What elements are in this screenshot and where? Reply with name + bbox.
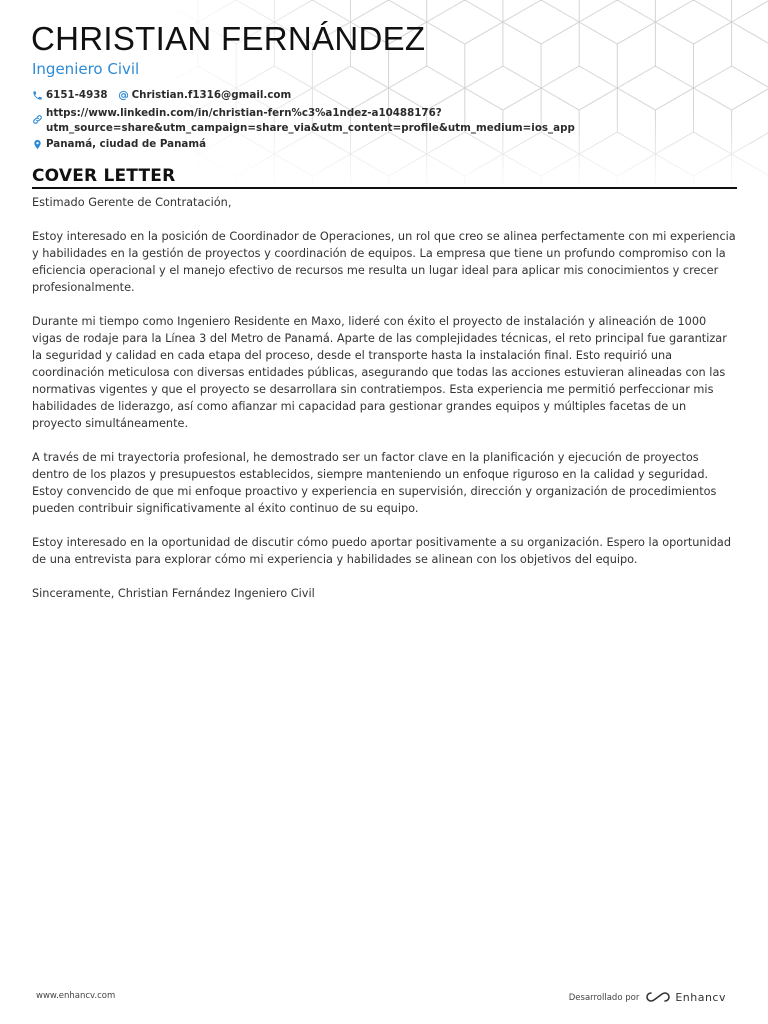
location-text: Panamá, ciudad de Panamá — [46, 138, 207, 150]
phone-text[interactable]: 6151-4938 — [46, 89, 108, 101]
letter-closing: Sinceramente, Christian Fernández Ingeniero Civil — [32, 587, 315, 600]
link-icon — [32, 114, 43, 125]
map-pin-icon — [32, 139, 43, 150]
footer-developed-by: Desarrollado por — [568, 992, 640, 1003]
linkedin-url-line-2: utm_source=share&utm_campaign=share_via&utm_content=profile&utm_medium=ios_app — [46, 122, 575, 134]
letter-paragraph: A través de mi trayectoria profesional, he demostrado ser un factor clave en la planificación y ejecución de proyectos dentro de los plazos y presupuestos establecidos, siempre manteniendo un enfoque riguroso en la calidad y seguridad. Estoy convencido de que mi enfoque proactivo y experiencia en supervisión, dirección y organización de procedimientos pueden contribuir significativamente al éxito continuo de su equipo. — [32, 451, 717, 515]
enhancv-logo-icon — [645, 988, 671, 1007]
candidate-name: CHRISTIAN FERNÁNDEZ — [31, 20, 426, 57]
section-heading: COVER LETTER — [32, 166, 176, 186]
job-title: Ingeniero Civil — [32, 60, 140, 78]
letter-paragraph: Estoy interesado en la posición de Coordinador de Operaciones, un rol que creo se alinea perfectamente con mi experiencia y habilidades en la gestión de proyectos y coordinación de equipos. La empresa que tiene un profundo compromiso con la eficiencia operacional y el manejo efectivo de recursos me resulta un lugar ideal para aplicar mis conocimientos y crecer profesionalmente. — [32, 230, 736, 294]
linkedin-link[interactable] — [46, 106, 575, 136]
letter-salutation: Estimado Gerente de Contratación, — [32, 196, 232, 209]
linkedin-url-line-1: https://www.linkedin.com/in/christian-fern%c3%a1ndez-a10488176? — [46, 107, 442, 119]
footer-website[interactable]: www.enhancv.com — [36, 991, 116, 1001]
letter-body — [32, 194, 738, 619]
letter-paragraph: Estoy interesado en la oportunidad de discutir cómo puedo aportar positivamente a su organización. Espero la oportunidad de una entrevista para explorar cómo mi experiencia y habilidades se alinean con los objetivos del equipo. — [32, 536, 731, 566]
letter-paragraph: Durante mi tiempo como Ingeniero Residente en Maxo, lideré con éxito el proyecto de instalación y alineación de 1000 vigas de rodaje para la Línea 3 del Metro de Panamá. Aparte de las complejidades técnicas, el reto principal fue garantizar la seguridad y calidad en cada etapa del proceso, desde el transporte hasta la instalación final. Esto requirió una coordinación meticulosa con diversas entidades públicas, asegurando que todas las acciones estuvieran alineadas con las normativas vigentes y que el proyecto se desarrollara sin contratiempos. Esta experiencia me permitió perfeccionar mis habilidades de liderazgo, así como afianzar mi capacidad para gestionar grandes equipos y múltiples facetas de un proyecto simultáneamente. — [32, 315, 727, 430]
section-divider — [32, 187, 737, 189]
footer-brand-name[interactable]: Enhancv — [675, 991, 726, 1004]
phone-icon — [32, 90, 43, 101]
contact-row-phone-email — [32, 89, 291, 101]
at-icon — [118, 90, 129, 101]
contact-row-location — [32, 138, 206, 150]
contact-row-linkedin — [32, 106, 575, 136]
footer-branding — [569, 988, 726, 1007]
email-link[interactable]: Christian.f1316@gmail.com — [131, 89, 292, 101]
